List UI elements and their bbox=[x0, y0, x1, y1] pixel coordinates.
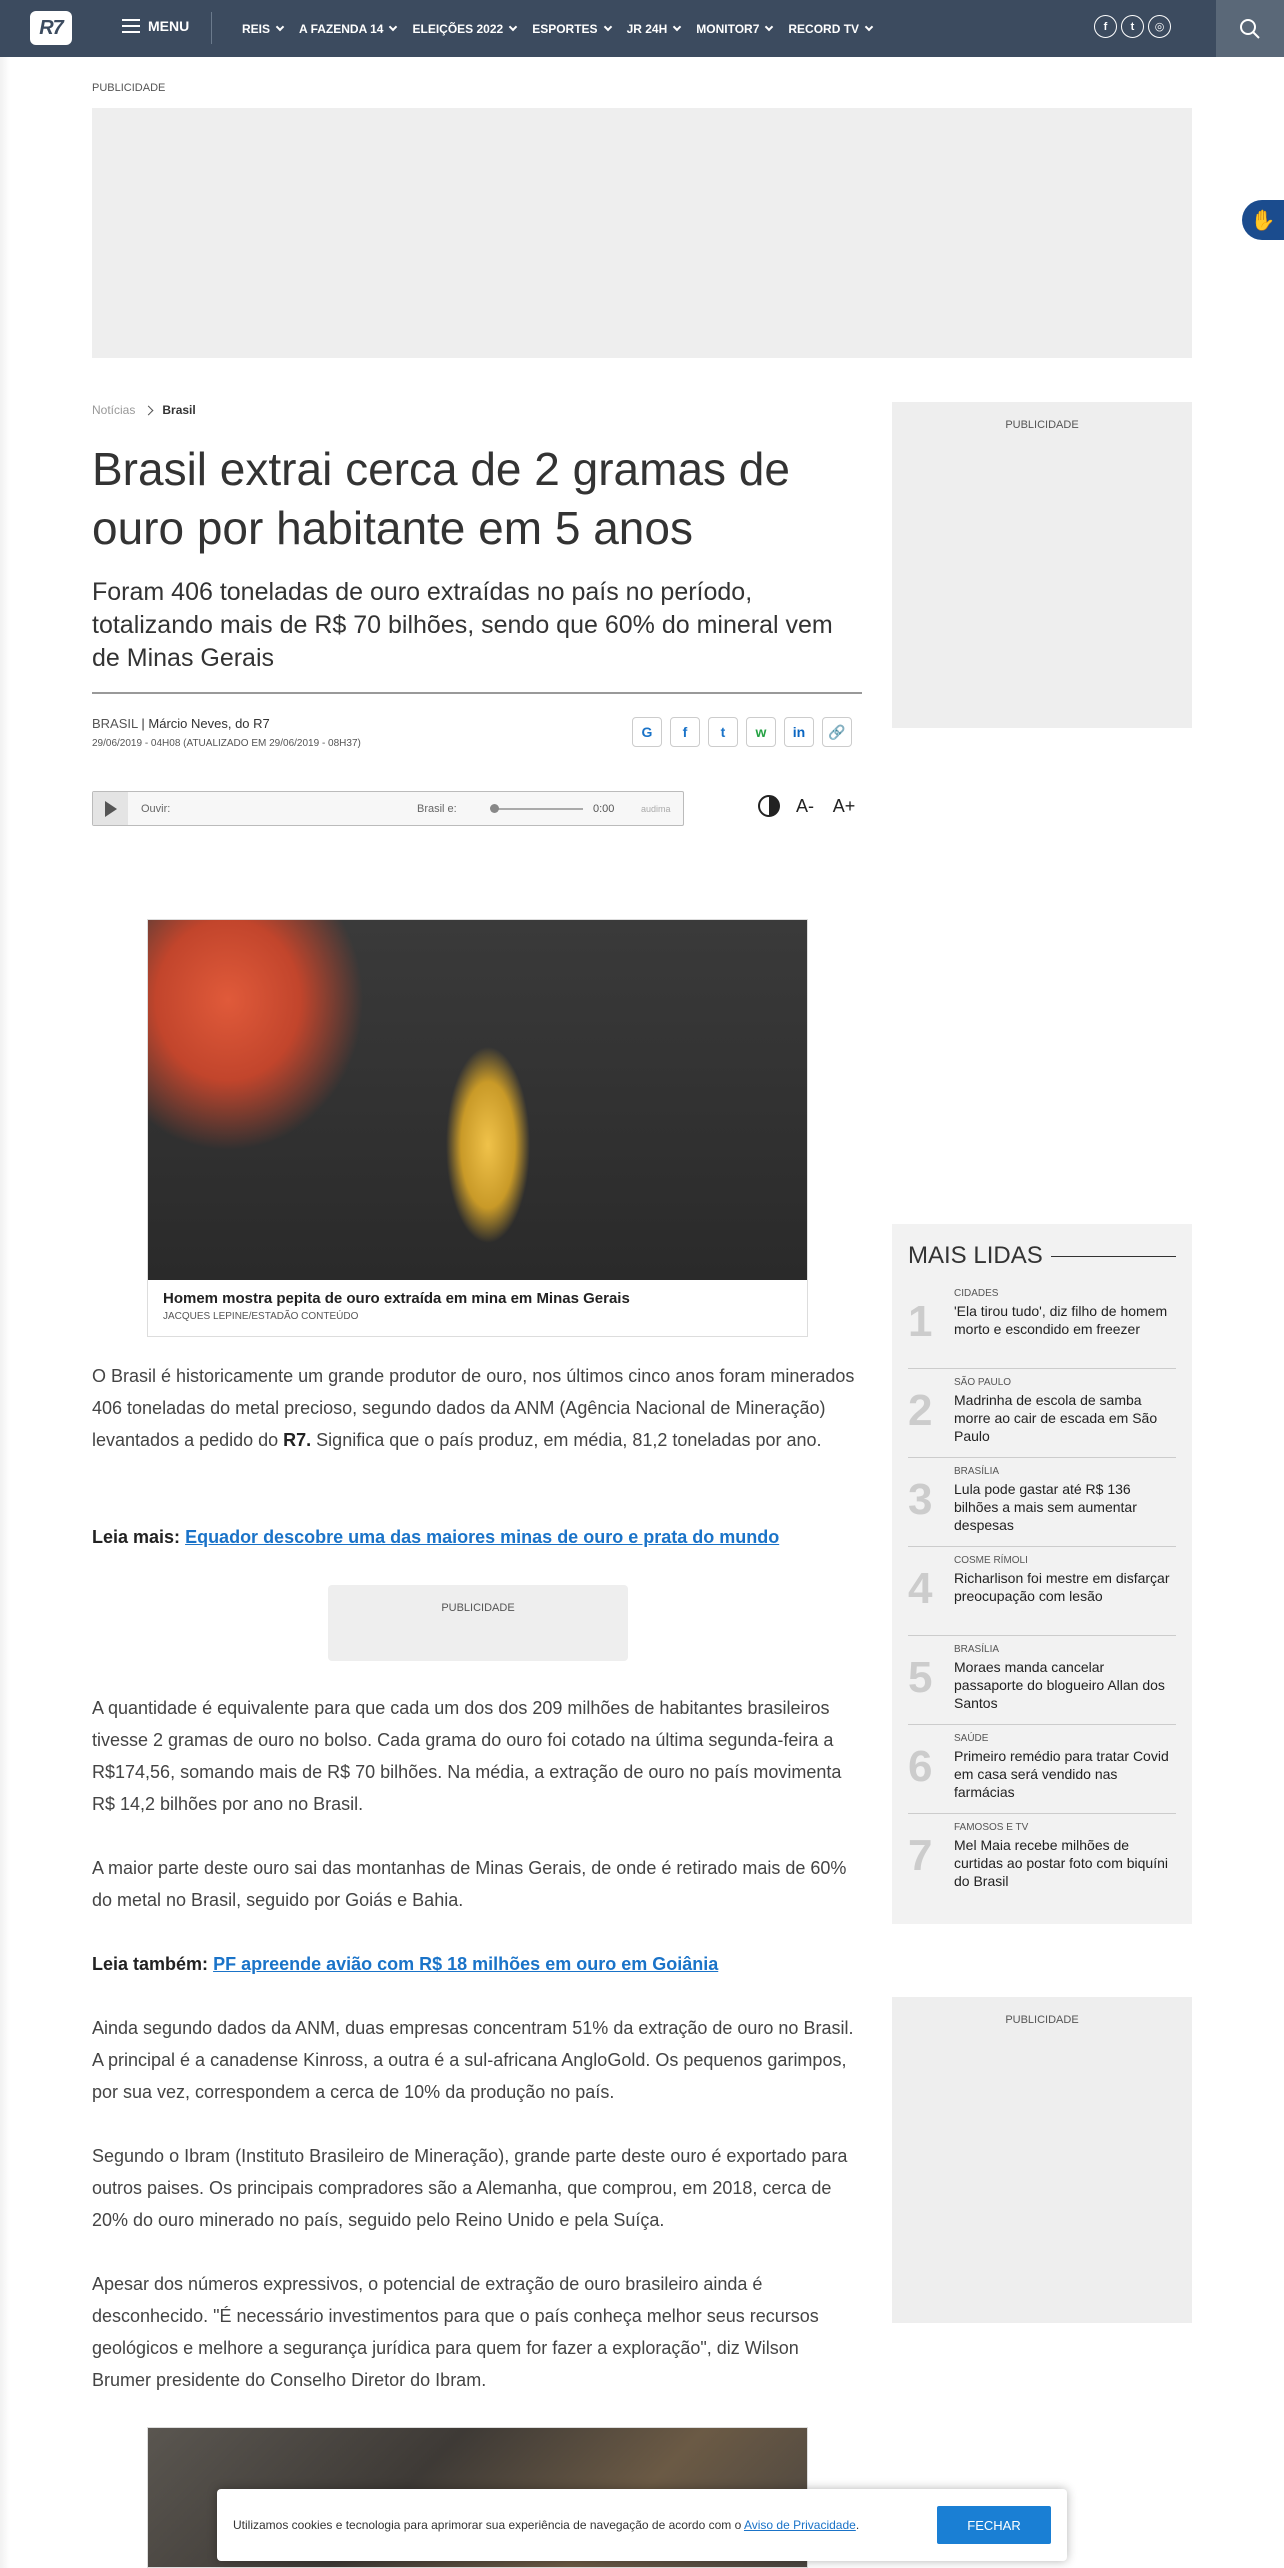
play-icon bbox=[105, 801, 117, 817]
paragraph-4: Ainda segundo dados da ANM, duas empresas concentram 51% da extração de ouro no Brasil. A principal é a canadense Kinross, a outra é a sul-africana AngloGold. Os pequenos garimpos, por sua vez, correspondem a cerca de 10% da produção no país. bbox=[92, 2018, 854, 2102]
figure-caption bbox=[148, 1280, 807, 1322]
breadcrumb bbox=[92, 403, 196, 417]
most-read-item[interactable]: 4 COSME RÍMOLI Richarlison foi mestre em disfarçar preocupação com lesão bbox=[908, 1547, 1176, 1636]
paragraph-1: O Brasil é historicamente um grande produtor de ouro, nos últimos cinco anos foram minerados 406 toneladas do metal precioso, segundo dados da ANM (Agência Nacional de Mineração) levantados a pedido do R7. Significa que o país produz, em média, 81,2 toneladas por ano. bbox=[92, 1366, 855, 1450]
article-date: 29/06/2019 - 04H08 (ATUALIZADO EM 29/06/2019 - 08H37) bbox=[92, 738, 361, 749]
player-progress-slider[interactable] bbox=[491, 808, 583, 810]
byline bbox=[92, 716, 270, 731]
audima-logo: audima bbox=[641, 803, 671, 814]
sign-language-icon: ✋ bbox=[1250, 209, 1276, 232]
caption-text: Homem mostra pepita de ouro extraída em mina em Minas Gerais bbox=[163, 1290, 630, 1307]
social-links bbox=[1094, 15, 1171, 38]
instagram-icon[interactable]: ◎ bbox=[1148, 15, 1171, 38]
most-read-item[interactable]: 1 CIDADES 'Ela tirou tudo', diz filho de homem morto e escondido em freezer bbox=[908, 1280, 1176, 1369]
twitter-share-icon[interactable]: t bbox=[708, 717, 738, 747]
article-figure bbox=[147, 919, 808, 1337]
ad-label: PUBLICIDADE bbox=[1005, 419, 1079, 431]
audio-player bbox=[92, 791, 684, 826]
search-icon bbox=[1239, 18, 1261, 40]
read-also: Leia também: PF apreende avião com R$ 18 milhões em ouro em Goiânia bbox=[92, 1954, 719, 1974]
read-more: Leia mais: Equador descobre uma das maiores minas de ouro e prata do mundo bbox=[92, 1527, 780, 1547]
share-buttons bbox=[632, 717, 852, 747]
most-read-heading: MAIS LIDAS bbox=[908, 1242, 1176, 1270]
nav-item-record-tv[interactable]: RECORD TV bbox=[788, 22, 872, 36]
nav-item-eleicoes[interactable]: ELEIÇÕES 2022 bbox=[412, 22, 516, 36]
search-button[interactable] bbox=[1216, 0, 1284, 57]
whatsapp-share-icon[interactable]: w bbox=[746, 717, 776, 747]
article-author: Márcio Neves, do R7 bbox=[148, 716, 270, 731]
ad-label: PUBLICIDADE bbox=[1005, 2014, 1079, 2026]
caption-credit: JACQUES LEPINE/ESTADÃO CONTEÚDO bbox=[163, 1311, 359, 1322]
ad-label: PUBLICIDADE bbox=[92, 82, 166, 94]
read-more-link[interactable]: Equador descobre uma das maiores minas de ouro e prata do mundo bbox=[185, 1527, 780, 1547]
article-category[interactable]: BRASIL bbox=[92, 716, 138, 731]
gold-nugget-photo[interactable] bbox=[148, 920, 807, 1280]
font-increase-button[interactable]: A+ bbox=[832, 795, 856, 816]
reading-tools bbox=[758, 792, 858, 820]
player-time: 0:00 bbox=[593, 802, 615, 815]
player-listen-label: Ouvir: bbox=[141, 802, 171, 815]
privacy-notice-link[interactable]: Aviso de Privacidade bbox=[743, 2518, 856, 2532]
main-nav bbox=[242, 0, 872, 57]
slider-knob[interactable] bbox=[490, 804, 499, 813]
twitter-icon[interactable]: t bbox=[1121, 15, 1144, 38]
nav-item-esportes[interactable]: ESPORTES bbox=[532, 22, 610, 36]
close-cookie-button[interactable]: FECHAR bbox=[937, 2506, 1051, 2544]
most-read-panel bbox=[892, 1224, 1192, 1924]
nav-item-a-fazenda[interactable]: A FAZENDA 14 bbox=[299, 22, 396, 36]
menu-label: MENU bbox=[148, 18, 190, 34]
google-news-share-icon[interactable]: G bbox=[632, 717, 662, 747]
accessibility-sign-language-button[interactable] bbox=[1242, 200, 1284, 240]
breadcrumb-section[interactable]: Brasil bbox=[162, 403, 196, 417]
cookie-banner bbox=[217, 2489, 1067, 2561]
article-title: Brasil extrai cerca de 2 gramas de ouro por habitante em 5 anos bbox=[92, 443, 790, 554]
chevron-down-icon bbox=[673, 22, 681, 30]
facebook-share-icon[interactable]: f bbox=[670, 717, 700, 747]
chevron-down-icon bbox=[389, 22, 397, 30]
title-divider bbox=[92, 692, 862, 694]
ad-label: PUBLICIDADE bbox=[441, 1602, 515, 1614]
nav-item-jr24h[interactable]: JR 24H bbox=[627, 22, 681, 36]
chevron-right-icon bbox=[144, 405, 154, 415]
article-subtitle: Foram 406 toneladas de ouro extraídas no país no período, totalizando mais de R$ 70 bilhões, sendo que 60% do mineral vem de Minas Gerais bbox=[92, 578, 833, 672]
copy-link-icon[interactable]: 🔗 bbox=[822, 717, 852, 747]
play-button[interactable] bbox=[93, 792, 128, 825]
chevron-down-icon bbox=[765, 22, 773, 30]
most-read-item[interactable]: 7 FAMOSOS E TV Mel Maia recebe milhões de curtidas ao postar foto com biquíni do Brasil bbox=[908, 1822, 1169, 1889]
most-read-item[interactable]: 5 BRASÍLIA Moraes manda cancelar passaporte do blogueiro Allan dos Santos bbox=[908, 1636, 1176, 1725]
linkedin-share-icon[interactable]: in bbox=[784, 717, 814, 747]
paragraph-5: Segundo o Ibram (Instituto Brasileiro de Mineração), grande parte deste ouro é exportado para outros paises. Os principais compradores são a Alemanha, que comprou, em 2018, cerca de 20% do ouro minerado no país, seguido pelo Reino Unido e pela Suíça. bbox=[92, 2146, 848, 2230]
chevron-down-icon bbox=[603, 22, 611, 30]
top-navigation-bar bbox=[0, 0, 1284, 57]
cookie-text: Utilizamos cookies e tecnologia para aprimorar sua experiência de navegação de acordo com o Aviso de Privacidade. bbox=[233, 2518, 860, 2532]
read-also-link[interactable]: PF apreende avião com R$ 18 milhões em ouro em Goiânia bbox=[213, 1954, 719, 1974]
byline-separator: | bbox=[141, 716, 149, 731]
font-decrease-button[interactable]: A- bbox=[796, 795, 814, 816]
facebook-icon[interactable]: f bbox=[1094, 15, 1117, 38]
page-edge-shadow bbox=[0, 57, 10, 2568]
chevron-down-icon bbox=[276, 22, 284, 30]
breadcrumb-home[interactable]: Notícias bbox=[92, 403, 136, 417]
most-read-item[interactable]: 2 SÃO PAULO Madrinha de escola de samba morre ao cair de escada em São Paulo bbox=[908, 1369, 1176, 1458]
r7-logo[interactable]: R7 bbox=[30, 11, 72, 45]
chevron-down-icon bbox=[509, 22, 517, 30]
most-read-item[interactable]: 6 SAÚDE Primeiro remédio para tratar Covid em casa será vendido nas farmácias bbox=[908, 1725, 1176, 1814]
most-read-item[interactable]: 3 BRASÍLIA Lula pode gastar até R$ 136 bilhões a mais sem aumentar despesas bbox=[908, 1458, 1176, 1547]
nav-item-reis[interactable]: REIS bbox=[242, 22, 283, 36]
sidebar-ad-slot-1[interactable] bbox=[892, 402, 1192, 728]
paragraph-6: Apesar dos números expressivos, o potencial de extração de ouro brasileiro ainda é desconhecido. "É necessário investimentos para que o país conheça melhor seus recursos geológicos e melhore a segurança jurídica para quem for fazer a exploração", diz Wilson Brumer presidente do Conselho Diretor do Ibram. bbox=[92, 2274, 819, 2390]
hamburger-icon bbox=[122, 19, 140, 33]
top-ad-slot[interactable] bbox=[92, 108, 1192, 358]
sidebar-ad-slot-2[interactable] bbox=[892, 1997, 1192, 2323]
menu-button[interactable] bbox=[122, 18, 189, 34]
inline-ad-slot[interactable] bbox=[328, 1585, 628, 1661]
paragraph-2: A quantidade é equivalente para que cada um dos dos 209 milhões de habitantes brasileiros tivesse 2 gramas de ouro no bolso. Cada grama do ouro foi cotado na última segunda-feira a R$174,56, somando mais de R$ 70 bilhões. Na média, a extração de ouro no país movimenta R$ 14,2 bilhões por ano no Brasil. bbox=[92, 1698, 842, 1814]
nav-item-monitor7[interactable]: MONITOR7 bbox=[696, 22, 772, 36]
paragraph-3: A maior parte deste ouro sai das montanhas de Minas Gerais, de onde é retirado mais de 60% do metal no Brasil, seguido por Goiás e Bahia. bbox=[92, 1858, 847, 1910]
chevron-down-icon bbox=[865, 22, 873, 30]
contrast-icon[interactable] bbox=[758, 795, 780, 817]
player-title: Brasil e: bbox=[417, 802, 457, 815]
header-divider bbox=[211, 12, 212, 44]
